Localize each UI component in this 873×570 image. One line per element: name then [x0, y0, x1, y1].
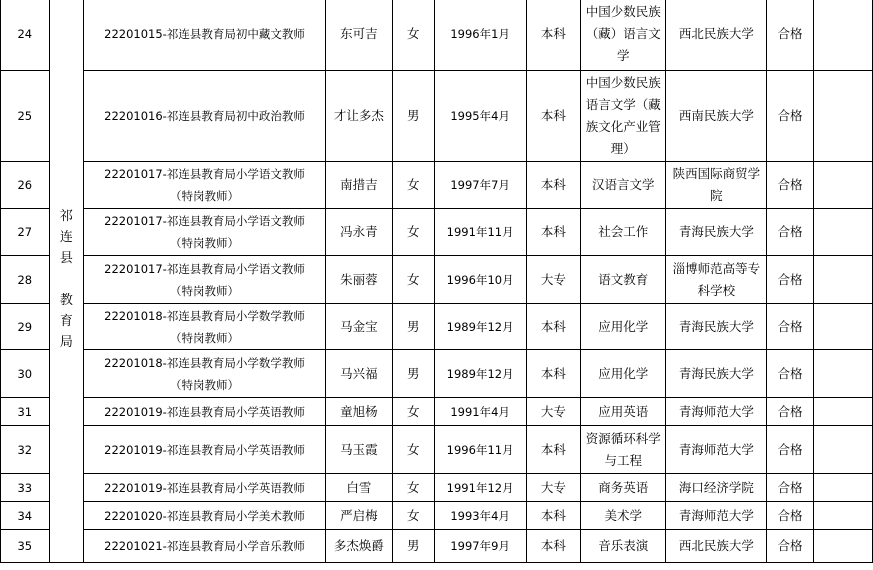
school-cell: 青海师范大学: [666, 398, 767, 426]
result-cell: 合格: [767, 71, 814, 162]
major-cell: 汉语言文学: [581, 162, 666, 209]
birth-cell: 1996年11月: [434, 426, 526, 474]
table-body: [1, 0, 873, 563]
gender-cell: 男: [392, 71, 434, 162]
major-cell: 语文教育: [581, 256, 666, 304]
education-cell: 大专: [526, 398, 580, 426]
table-row: [1, 530, 873, 563]
remark-cell: [813, 71, 872, 162]
education-cell: 大专: [526, 474, 580, 502]
table-row: [1, 71, 873, 162]
post-cell: 22201016-祁连县教育局初中政治教师: [84, 71, 326, 162]
gender-cell: 女: [392, 474, 434, 502]
name-cell: 才让多杰: [325, 71, 392, 162]
major-cell: 社会工作: [581, 209, 666, 256]
school-cell: 青海民族大学: [666, 304, 767, 350]
school-cell: 青海民族大学: [666, 350, 767, 398]
row-number: 27: [1, 209, 50, 256]
birth-cell: 1989年12月: [434, 304, 526, 350]
gender-cell: 女: [392, 398, 434, 426]
remark-cell: [813, 426, 872, 474]
table-row: [1, 350, 873, 398]
remark-cell: [813, 530, 872, 563]
education-cell: 本科: [526, 350, 580, 398]
birth-cell: 1997年7月: [434, 162, 526, 209]
major-cell: 美术学: [581, 502, 666, 530]
table-row: [1, 209, 873, 256]
post-cell: 22201020-祁连县教育局小学美术教师: [84, 502, 326, 530]
major-cell: 应用化学: [581, 350, 666, 398]
name-cell: 童旭杨: [325, 398, 392, 426]
school-cell: 青海民族大学: [666, 209, 767, 256]
school-cell: 西北民族大学: [666, 530, 767, 563]
birth-cell: 1989年12月: [434, 350, 526, 398]
school-cell: 青海师范大学: [666, 502, 767, 530]
post-cell: 22201015-祁连县教育局初中藏文教师: [84, 0, 326, 71]
name-cell: 冯永青: [325, 209, 392, 256]
result-cell: 合格: [767, 209, 814, 256]
education-cell: 本科: [526, 426, 580, 474]
education-cell: 本科: [526, 502, 580, 530]
result-cell: 合格: [767, 256, 814, 304]
major-cell: 应用化学: [581, 304, 666, 350]
unit-cell: 祁 连 县 教 育 局: [49, 0, 84, 563]
row-number: 24: [1, 0, 50, 71]
table-row: [1, 474, 873, 502]
school-cell: 青海师范大学: [666, 426, 767, 474]
result-cell: 合格: [767, 304, 814, 350]
gender-cell: 男: [392, 530, 434, 563]
education-cell: 大专: [526, 256, 580, 304]
school-cell: 淄博师范高等专 科学校: [666, 256, 767, 304]
school-cell: 陕西国际商贸学 院: [666, 162, 767, 209]
major-cell: 中国少数民族 （藏）语言文 学: [581, 0, 666, 71]
remark-cell: [813, 0, 872, 71]
post-cell: 22201017-祁连县教育局小学语文教师 （特岗教师）: [84, 162, 326, 209]
name-cell: 东可吉: [325, 0, 392, 71]
birth-cell: 1996年10月: [434, 256, 526, 304]
row-number: 28: [1, 256, 50, 304]
remark-cell: [813, 209, 872, 256]
remark-cell: [813, 256, 872, 304]
name-cell: 马金宝: [325, 304, 392, 350]
gender-cell: 男: [392, 350, 434, 398]
birth-cell: 1991年11月: [434, 209, 526, 256]
education-cell: 本科: [526, 0, 580, 71]
result-cell: 合格: [767, 350, 814, 398]
post-cell: 22201019-祁连县教育局小学英语教师: [84, 474, 326, 502]
gender-cell: 女: [392, 256, 434, 304]
school-cell: 西南民族大学: [666, 71, 767, 162]
education-cell: 本科: [526, 304, 580, 350]
table-row: [1, 162, 873, 209]
gender-cell: 男: [392, 304, 434, 350]
row-number: 34: [1, 502, 50, 530]
table-row: [1, 426, 873, 474]
result-cell: 合格: [767, 398, 814, 426]
post-cell: 22201019-祁连县教育局小学英语教师: [84, 426, 326, 474]
name-cell: 南措吉: [325, 162, 392, 209]
table-row: [1, 502, 873, 530]
name-cell: 严启梅: [325, 502, 392, 530]
name-cell: 多杰焕爵: [325, 530, 392, 563]
table-row: [1, 398, 873, 426]
row-number: 26: [1, 162, 50, 209]
row-number: 29: [1, 304, 50, 350]
result-cell: 合格: [767, 474, 814, 502]
post-cell: 22201018-祁连县教育局小学数学教师 （特岗教师）: [84, 304, 326, 350]
result-cell: 合格: [767, 162, 814, 209]
name-cell: 朱丽蓉: [325, 256, 392, 304]
gender-cell: 女: [392, 162, 434, 209]
result-cell: 合格: [767, 0, 814, 71]
education-cell: 本科: [526, 209, 580, 256]
remark-cell: [813, 162, 872, 209]
education-cell: 本科: [526, 530, 580, 563]
major-cell: 资源循环科学 与工程: [581, 426, 666, 474]
remark-cell: [813, 350, 872, 398]
post-cell: 22201019-祁连县教育局小学英语教师: [84, 398, 326, 426]
gender-cell: 女: [392, 209, 434, 256]
table-row: [1, 304, 873, 350]
table-row: [1, 0, 873, 71]
birth-cell: 1993年4月: [434, 502, 526, 530]
education-cell: 本科: [526, 71, 580, 162]
row-number: 35: [1, 530, 50, 563]
row-number: 31: [1, 398, 50, 426]
birth-cell: 1996年1月: [434, 0, 526, 71]
gender-cell: 女: [392, 0, 434, 71]
post-cell: 22201021-祁连县教育局小学音乐教师: [84, 530, 326, 563]
major-cell: 商务英语: [581, 474, 666, 502]
post-cell: 22201017-祁连县教育局小学语文教师 （特岗教师）: [84, 209, 326, 256]
table-row: [1, 256, 873, 304]
education-cell: 本科: [526, 162, 580, 209]
name-cell: 马兴福: [325, 350, 392, 398]
major-cell: 中国少数民族 语言文学（藏 族文化产业管 理）: [581, 71, 666, 162]
remark-cell: [813, 474, 872, 502]
remark-cell: [813, 398, 872, 426]
gender-cell: 女: [392, 426, 434, 474]
result-cell: 合格: [767, 426, 814, 474]
remark-cell: [813, 304, 872, 350]
gender-cell: 女: [392, 502, 434, 530]
remark-cell: [813, 502, 872, 530]
row-number: 32: [1, 426, 50, 474]
name-cell: 马玉霞: [325, 426, 392, 474]
major-cell: 应用英语: [581, 398, 666, 426]
result-cell: 合格: [767, 530, 814, 563]
birth-cell: 1995年4月: [434, 71, 526, 162]
birth-cell: 1991年12月: [434, 474, 526, 502]
name-cell: 白雪: [325, 474, 392, 502]
row-number: 30: [1, 350, 50, 398]
school-cell: 海口经济学院: [666, 474, 767, 502]
major-cell: 音乐表演: [581, 530, 666, 563]
post-cell: 22201017-祁连县教育局小学语文教师 （特岗教师）: [84, 256, 326, 304]
birth-cell: 1991年4月: [434, 398, 526, 426]
row-number: 25: [1, 71, 50, 162]
birth-cell: 1997年9月: [434, 530, 526, 563]
row-number: 33: [1, 474, 50, 502]
result-cell: 合格: [767, 502, 814, 530]
post-cell: 22201018-祁连县教育局小学数学教师 （特岗教师）: [84, 350, 326, 398]
school-cell: 西北民族大学: [666, 0, 767, 71]
